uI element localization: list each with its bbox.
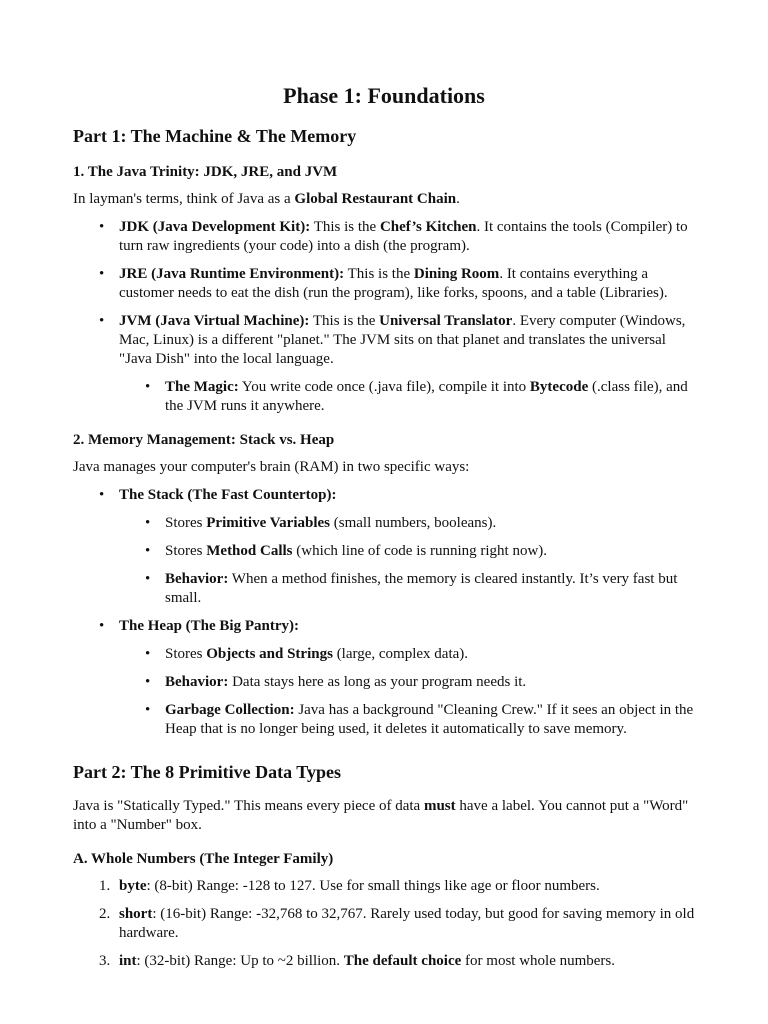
- list-item: • Behavior: Data stays here as long as your program needs it.: [119, 673, 695, 692]
- list-item: • Behavior: When a method finishes, the memory is cleared instantly. It’s very fast but small.: [119, 570, 695, 608]
- section-memory-heading: 2. Memory Management: Stack vs. Heap: [73, 432, 335, 448]
- heap-sublist: [119, 645, 695, 739]
- list-item: 3. int: (32-bit) Range: Up to ~2 billion. The default choice for most whole numbers.: [99, 953, 616, 969]
- list-item: • Stores Method Calls (which line of code is running right now).: [119, 542, 695, 561]
- trinity-list: [73, 218, 695, 416]
- list-item-jvm: • JVM (Java Virtual Machine): This is the Universal Translator. Every computer (Windows, Mac, Linux) is a different "planet." The JVM sits on that planet and translates the universal "Java Dish" into the local language. • The Magic: You write code once (.java file), compile it into Bytecode (.class file), and the JVM runs it anywhere.: [73, 312, 695, 416]
- list-item: • Stores Primitive Variables (small numbers, booleans).: [119, 514, 695, 533]
- page-title: Phase 1: Foundations: [283, 83, 485, 108]
- memory-list: [73, 486, 695, 739]
- section-java-trinity-heading: 1. The Java Trinity: JDK, JRE, and JVM: [73, 164, 338, 180]
- jvm-sublist: [119, 378, 695, 416]
- list-item: 2. short: (16-bit) Range: -32,768 to 32,767. Rarely used today, but good for saving memory in old hardware.: [99, 906, 695, 941]
- list-item-jre: • JRE (Java Runtime Environment): This is the Dining Room. It contains everything a customer needs to eat the dish (run the program), like forks, spoons, and a table (Libraries).: [73, 265, 695, 303]
- list-item: • Stores Objects and Strings (large, complex data).: [119, 645, 695, 664]
- java-trinity-intro: In layman's terms, think of Java as a Global Restaurant Chain.: [73, 191, 460, 207]
- list-item: 1. byte: (8-bit) Range: -128 to 127. Use for small things like age or floor numbers.: [99, 878, 600, 894]
- list-item-magic: • The Magic: You write code once (.java file), compile it into Bytecode (.class file), and the JVM runs it anywhere.: [119, 378, 695, 416]
- stack-sublist: [119, 514, 695, 608]
- list-item-stack: • The Stack (The Fast Countertop): • Stores Primitive Variables (small numbers, booleans). • Stores Method Calls (which line of code is running right now). • Behavior: When a method finishes, the memory is cleared instantly. It’s very fast but small.: [73, 486, 695, 608]
- part1-heading: Part 1: The Machine & The Memory: [73, 126, 357, 146]
- section-whole-numbers-heading: A. Whole Numbers (The Integer Family): [73, 851, 334, 867]
- list-item-jdk: • JDK (Java Development Kit): This is the Chef’s Kitchen. It contains the tools (Compiler) to turn raw ingredients (your code) into a dish (the program).: [73, 218, 695, 256]
- list-item: • Garbage Collection: Java has a background "Cleaning Crew." If it sees an object in the Heap that is no longer being used, it deletes it automatically to save memory.: [119, 701, 695, 739]
- list-item-heap: • The Heap (The Big Pantry): • Stores Objects and Strings (large, complex data). • Behavior: Data stays here as long as your program needs it. • Garbage Collection: Java has a background "Cleaning Crew." If it sees an object in the Heap that is no longer being used, it deletes it automatically to save memory.: [73, 617, 695, 739]
- part2-heading: Part 2: The 8 Primitive Data Types: [73, 762, 341, 782]
- memory-intro: Java manages your computer's brain (RAM) in two specific ways:: [73, 459, 470, 475]
- integer-list: [73, 877, 695, 971]
- part2-intro: Java is "Statically Typed." This means every piece of data must have a label. You cannot put a "Word" into a "Number" box.: [73, 798, 689, 833]
